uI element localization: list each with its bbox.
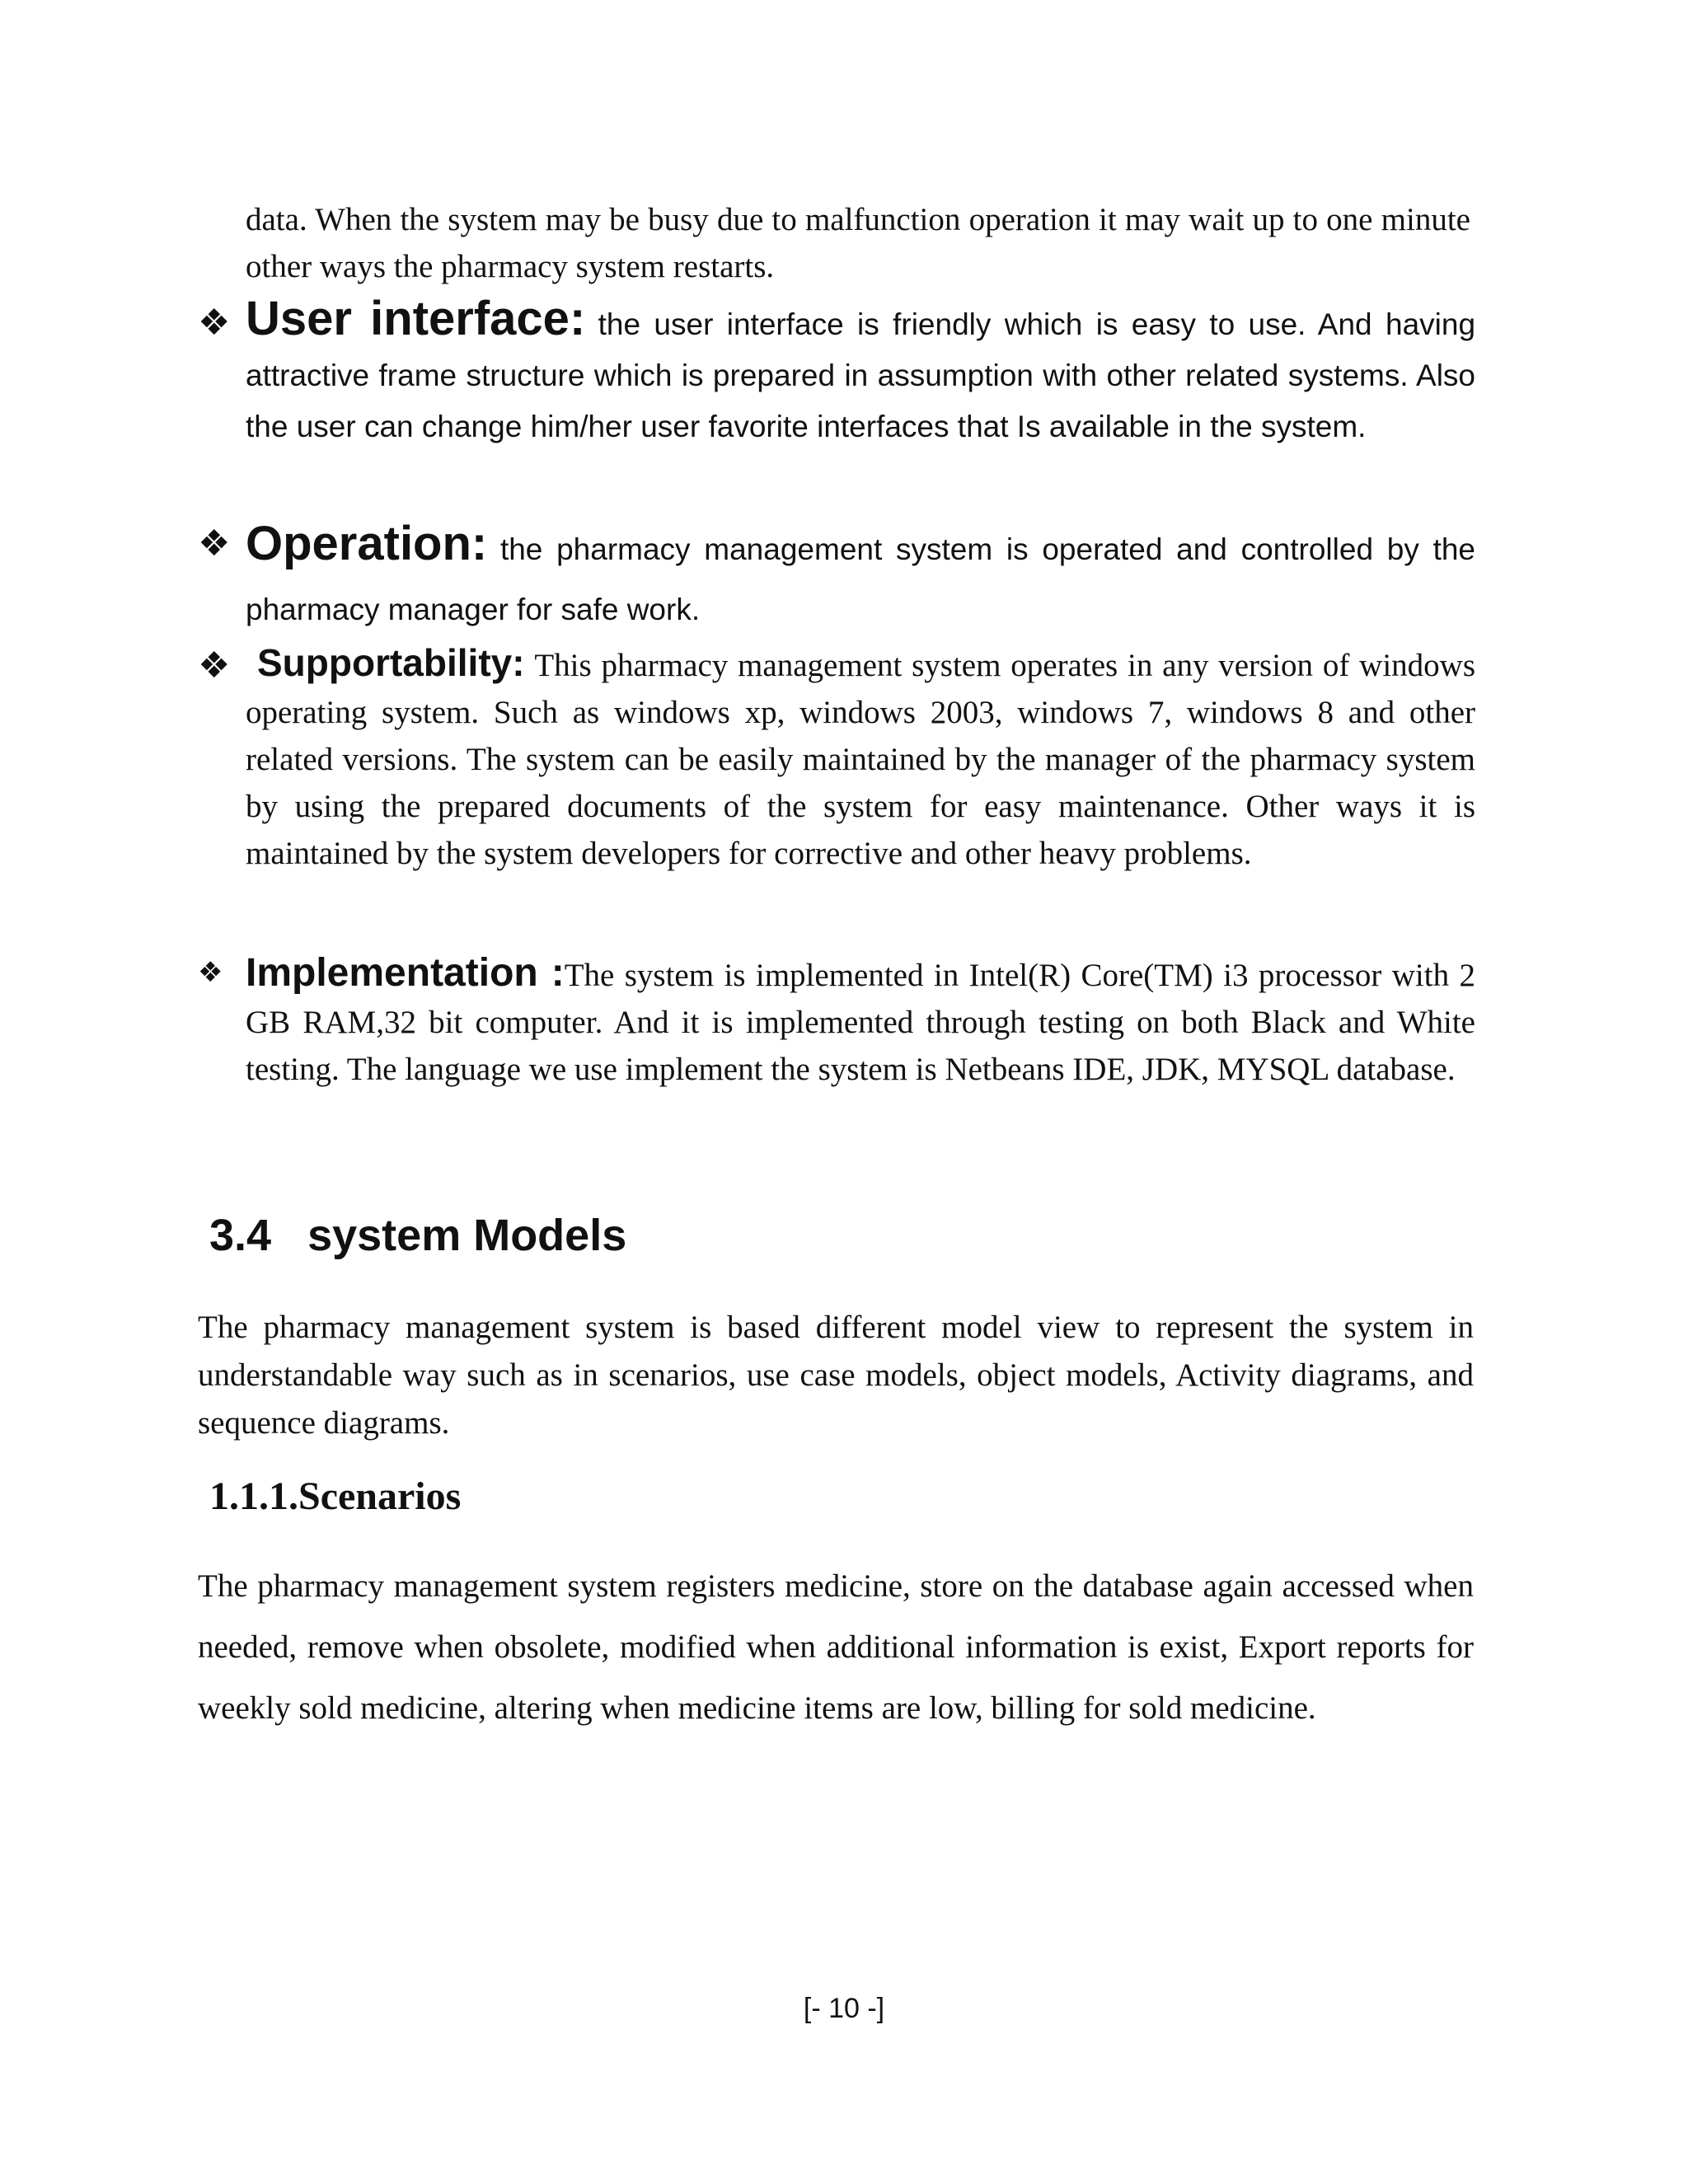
bullet-implementation xyxy=(198,949,1475,1093)
bullet-heading: Implementation : xyxy=(246,951,565,995)
bullet-operation xyxy=(198,514,1475,640)
bullet-body xyxy=(246,949,1475,1093)
bullet-body xyxy=(246,293,1475,452)
bullet-text: the user interface is friendly which is easy to use. And having attractive frame structure which is prepared in assumption with other related systems. Also the user can change him/her user favorite interfaces that Is available in the system. xyxy=(246,307,1476,443)
continuation-paragraph: data. When the system may be busy due to malfunction operation it may wait up to one minute other ways the pharmacy system restarts. xyxy=(246,202,1470,284)
bullet-body xyxy=(246,514,1475,640)
bullet-supportability xyxy=(198,640,1475,877)
subsection-paragraph: The pharmacy management system registers medicine, store on the database again accessed when needed, remove when obsolete, modified when additional information is exist, Export reports for weekly sold medicine, altering when medicine items are low, billing for sold medicine. xyxy=(198,1568,1474,1726)
diamond-bullet-icon: ❖ xyxy=(198,302,231,344)
bullet-text: The system is implemented in Intel(R) Core(TM) i3 processor with 2 GB RAM,32 bit computer. And it is implemented through testing on both Black and White testing. The language we use implement the system is Netbeans IDE, JDK, MYSQL database. xyxy=(246,958,1475,1087)
section-number: 3.4 xyxy=(209,1211,272,1260)
page-number: [- 10 -] xyxy=(803,1993,885,2024)
diamond-bullet-icon: ❖ xyxy=(198,523,231,565)
bullet-heading: Operation: xyxy=(246,517,488,570)
section-heading xyxy=(209,1210,626,1261)
diamond-bullet-icon: ❖ xyxy=(198,644,231,687)
bullet-heading: User interface: xyxy=(246,292,586,345)
section-paragraph: The pharmacy management system is based different model view to represent the system in understandable way such as in scenarios, use case models, object models, Activity diagrams, and sequence diagrams. xyxy=(198,1310,1474,1441)
bullet-user-interface xyxy=(198,293,1475,452)
bullet-text: the pharmacy management system is operated and controlled by the pharmacy manager for safe work. xyxy=(246,532,1476,626)
bullet-text: This pharmacy management system operates in any version of windows operating system. Such as windows xp, windows 2003, windows 7, windows 8 and other related versions. The system can be easily maintained by the manager of the pharmacy system by using the prepared documents of the system for easy maintenance. Other ways it is maintained by the system developers for corrective and other heavy problems. xyxy=(246,648,1476,871)
diamond-bullet-icon: ❖ xyxy=(198,956,223,989)
bullet-body xyxy=(246,640,1475,877)
subsection-heading: 1.1.1.Scenarios xyxy=(209,1474,462,1518)
bullet-heading: Supportability: xyxy=(257,641,525,684)
section-title: system Models xyxy=(307,1211,627,1260)
